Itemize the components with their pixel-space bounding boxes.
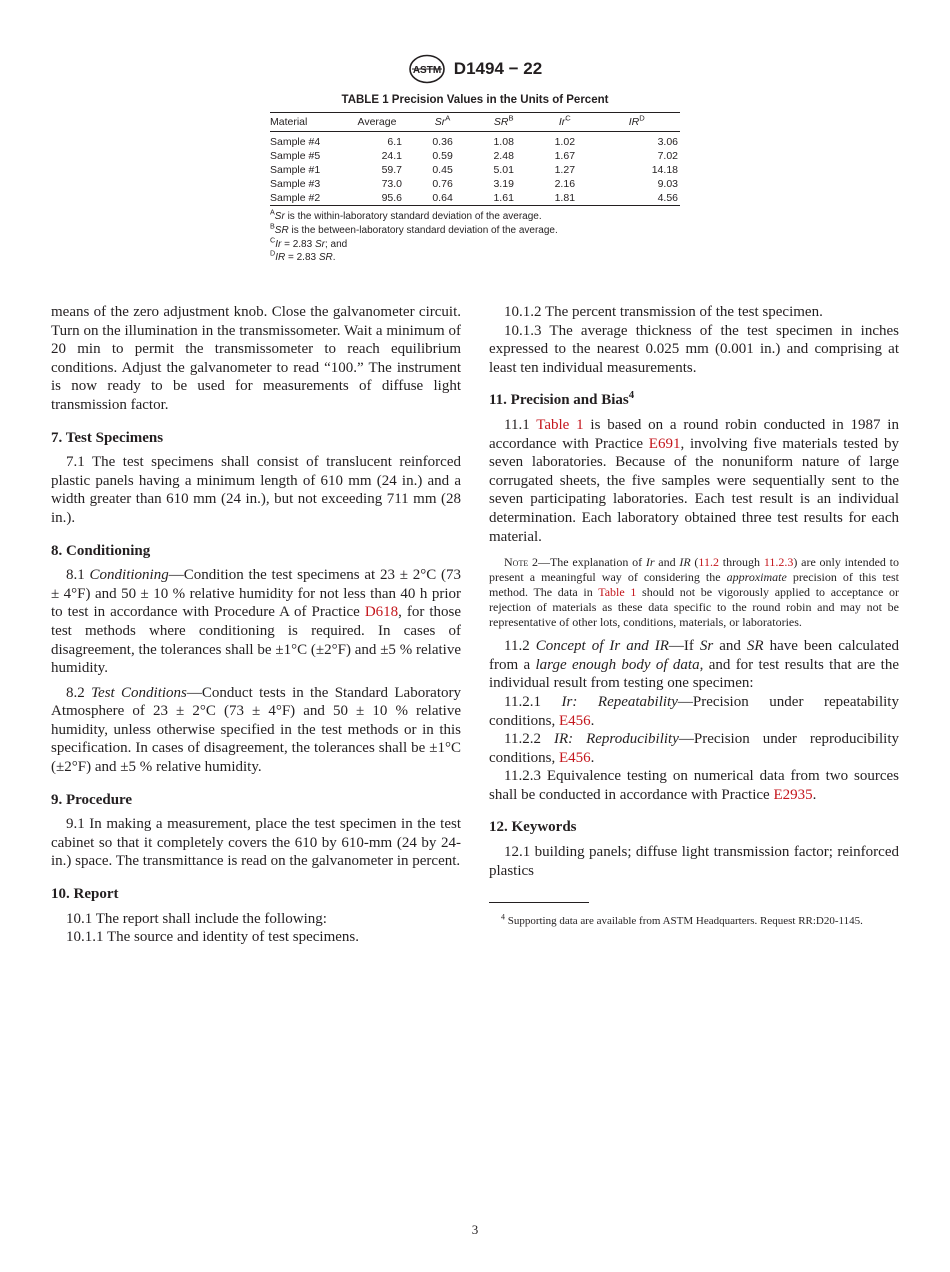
paragraph: 7.1 The test specimens shall consist of translucent reinforced plastic panels having a minimum length of 610 mm (24 in.) and a width greater than 610 mm (24 in.), but not exceeding 711 mm (28 in.). xyxy=(51,454,461,526)
table-row: Sample #5 24.1 0.59 2.48 1.67 7.02 xyxy=(270,150,678,162)
paragraph: 10.1.1 The source and identity of test specimens. xyxy=(66,929,359,946)
table-row: Sample #1 59.7 0.45 5.01 1.27 14.18 xyxy=(270,164,678,176)
right-column xyxy=(489,303,899,939)
section-heading: 12. Keywords xyxy=(489,819,577,836)
table-row: Sample #2 95.6 0.64 1.61 1.81 4.56 xyxy=(270,192,678,204)
paragraph: 11.2.3 Equivalence testing on numerical data from two sources shall be conducted in accordance with Practice E2935. xyxy=(489,768,899,803)
table-footnote-d: $^D$IR = 2.83 SR. xyxy=(270,249,336,264)
designation: D1494 − 22 xyxy=(453,59,543,78)
col-header: $SR^B$ xyxy=(493,113,514,128)
col-header: $Sr^A$ xyxy=(434,113,451,128)
table-footnote-b: $^B$SR is the between-laboratory standard deviation of the average. xyxy=(270,221,558,236)
precision-table xyxy=(270,112,680,206)
paragraph: 11.1 Table 1 is based on a round robin conducted in 1987 in accordance with Practice E691, involving five materials tested by seven laboratories. Because of the nonuniform nature of large corrugated sheets, the five samples were sequentially sent to the seven participating laboratories. Each test result is an individual determination. Each laboratory obtained three test results for each material. xyxy=(489,416,899,545)
paragraph: means of the zero adjustment knob. Close the galvanometer circuit. Turn on the illumination in the transmissometer. Wait a minimum of 20 min to permit the transmissometer to reach equilibrium conditions. Adjust the galvanometer to read “100.” The instrument is now ready to be used for measurements of diffuse light transmission factor. xyxy=(51,304,461,413)
link-e456[interactable]: E456 xyxy=(559,749,591,766)
page-number: 3 xyxy=(471,1222,479,1237)
paragraph: 9.1 In making a measurement, place the test specimen in the test cabinet so that it completely covers the 610 by 610-mm (24 by 24-in.) space. The transmittance is read on the galvanometer in percent. xyxy=(51,816,461,870)
table-title: TABLE 1 Precision Values in the Units of Percent xyxy=(341,94,609,106)
section-heading: 8. Conditioning xyxy=(51,542,151,559)
section-heading: 7. Test Specimens xyxy=(51,429,164,446)
col-header: Average xyxy=(357,116,397,128)
table-row: Sample #4 6.1 0.36 1.08 1.02 3.06 xyxy=(270,136,678,148)
paragraph: 11.2 Concept of Ir and IR—If Sr and SR have been calculated from a large enough body of data, and for test results that are the individual result from testing one specimen: xyxy=(489,638,899,692)
section-heading: 9. Procedure xyxy=(51,791,133,808)
col-header: $Ir^C$ xyxy=(558,113,571,128)
precision-table-block xyxy=(270,94,680,265)
table-header-row xyxy=(270,113,680,132)
paragraph: 8.1 Conditioning—Condition the test specimens at 23 ± 2°C (73 ± 4°F) and 50 ± 10 % relative humidity for not less than 40 h prior to test in accordance with Procedure A of Practice D618, for those test methods where conditioning is required. In cases of disagreement, the tolerances shall be ±1°C (±2°F) and ±5 % relative humidity. xyxy=(51,567,462,677)
link-table-1[interactable]: Table 1 xyxy=(536,416,584,433)
paragraph: 11.2.1 Ir: Repeatability—Precision under repeatability conditions, E456. xyxy=(489,693,899,729)
footnote-divider xyxy=(489,902,589,903)
link-e691[interactable]: E691 xyxy=(648,435,681,452)
section-heading: 11. Precision and Bias$^4$ xyxy=(489,389,635,409)
link-11-2-3[interactable]: 11.2.3 xyxy=(763,555,794,570)
astm-logo-icon xyxy=(408,54,446,84)
table-footnote-a: $^A$Sr is the within-laboratory standard deviation of the average. xyxy=(270,207,542,222)
section-heading: 10. Report xyxy=(51,886,119,903)
link-d618[interactable]: D618 xyxy=(364,604,399,621)
paragraph: 12.1 building panels; diffuse light transmission factor; reinforced plastics xyxy=(489,844,899,879)
paragraph: 8.2 Test Conditions—Conduct tests in the Standard Laboratory Atmosphere of 23 ± 2°C (73 ± 4°F) and 50 ± 10 % relative humidity, unless otherwise specified in the test methods or in this specification. In cases of disagreement, the tolerances shall be ±1°C (±2°F) and ±5 % relative humidity. xyxy=(51,684,462,776)
link-e456[interactable]: E456 xyxy=(559,712,591,729)
paragraph: 11.2.2 IR: Reproducibility—Precision under reproducibility conditions, E456. xyxy=(489,731,899,766)
table-row: Sample #3 73.0 0.76 3.19 2.16 9.03 xyxy=(270,178,678,190)
left-column xyxy=(51,303,461,947)
col-header: $IR^D$ xyxy=(628,113,645,128)
document-header xyxy=(0,54,950,84)
astm-logo-text: ASTM xyxy=(412,65,441,76)
table-footnote-c: $^C$Ir = 2.83 Sr; and xyxy=(270,235,348,250)
col-header: Material xyxy=(270,116,308,128)
paragraph: 10.1 The report shall include the following: xyxy=(66,910,327,927)
link-e2935[interactable]: E2935 xyxy=(773,786,813,803)
table-footnotes xyxy=(270,207,680,265)
note-2: Note 2—The explanation of Ir and IR (11.2 through 11.2.3) are only intended to present a meaningful way of considering the approximate precision of this test method. The data in Table 1 should not be vigorously applied to acceptance or rejection of materials as these data specific to the round robin and may not be representative of other lots, conditions, materials, or laboratories. xyxy=(489,555,900,630)
link-table-1[interactable]: Table 1 xyxy=(598,585,637,600)
link-11-2[interactable]: 11.2 xyxy=(698,555,719,570)
paragraph: 10.1.2 The percent transmission of the test specimen. xyxy=(504,304,823,320)
footnote-4: $^4$ Supporting data are available from ASTM Headquarters. Request RR:D20-1145. xyxy=(501,912,863,928)
paragraph: 10.1.3 The average thickness of the test specimen in inches expressed to the nearest 0.025 mm (0.001 in.) and comprising at least ten individual measurements. xyxy=(489,322,899,376)
